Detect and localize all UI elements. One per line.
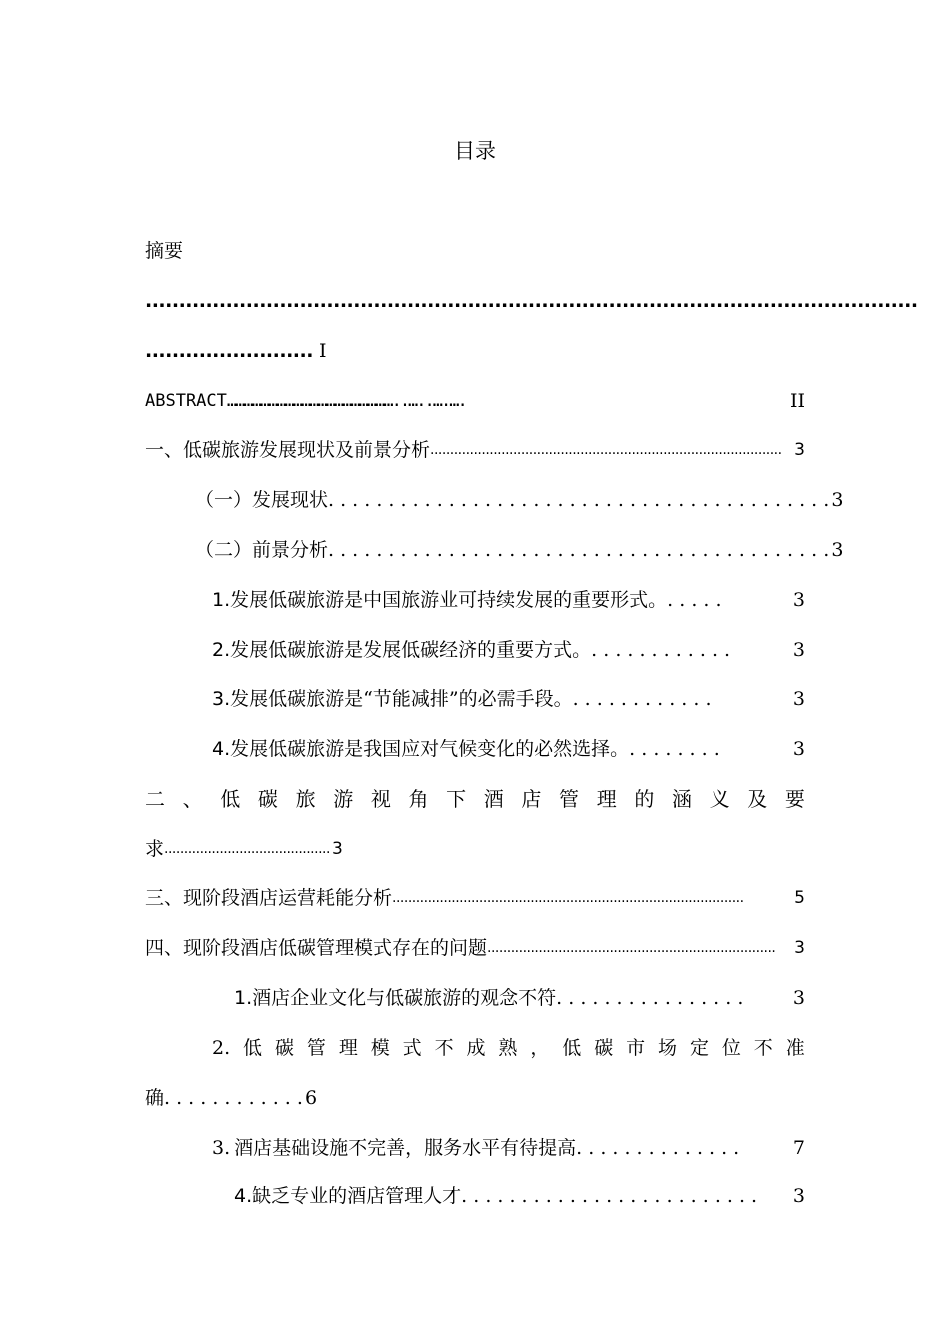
toc-entry-section-1-2[interactable] <box>195 535 844 565</box>
toc-char: 角 <box>408 787 429 811</box>
toc-entry-text: 酒店基础设施不完善，服务水平有待提高 <box>234 1137 577 1159</box>
toc-char: 碳 <box>594 1037 614 1059</box>
toc-page-number: 3 <box>792 688 805 710</box>
toc-char: 及 <box>747 787 768 811</box>
toc-entry-text: 一、低碳旅游发展现状及前景分析 <box>145 439 431 461</box>
toc-entry-text: 发展低碳旅游是我国应对气候变化的必然选择。 <box>230 738 630 760</box>
toc-dots: ................................................................................................................... <box>145 290 918 312</box>
toc-dots: . . . . . . . . . . . . <box>164 1087 303 1109</box>
toc-char: 定 <box>689 1037 709 1059</box>
toc-dots: . . . . . . . . <box>629 738 720 760</box>
toc-entry-section-3[interactable] <box>145 883 805 913</box>
toc-dots: . . . . . . . . . . . . . . <box>576 1137 740 1159</box>
toc-char: 式 <box>402 1037 422 1059</box>
toc-entry-text: 求 <box>145 838 165 860</box>
toc-page-number: 3 <box>792 639 805 661</box>
toc-entry-number: 2. <box>212 639 231 661</box>
toc-entry-text: 三、现阶段酒店运营耗能分析 <box>145 887 393 909</box>
toc-page-number: 3 <box>331 839 343 859</box>
toc-entry-section-1-1[interactable] <box>195 485 844 515</box>
toc-dots: . . . . . . . . . . . . . . . . . . . . . . . . . <box>461 1185 758 1207</box>
toc-entry-number: 4. <box>234 1185 253 1207</box>
toc-dots: ......................................................................................... <box>392 890 744 906</box>
toc-char: 准 <box>785 1037 805 1059</box>
toc-dots: ......................... <box>145 340 313 362</box>
toc-page-number: 3 <box>792 987 805 1009</box>
toc-char: 场 <box>658 1037 678 1059</box>
toc-entry-text: 发展低碳旅游是“节能减排”的必需手段。 <box>230 688 573 710</box>
toc-entry-abstract-cn[interactable] <box>145 236 805 266</box>
toc-entry-number: 1. <box>212 589 231 611</box>
toc-dots: . . . . . . . . . . . . . . . . <box>556 987 744 1009</box>
toc-entry-number: 1. <box>234 987 253 1009</box>
toc-page-number: 7 <box>792 1137 805 1159</box>
toc-char: 低 <box>243 1037 263 1059</box>
toc-char: 管 <box>559 787 580 811</box>
toc-char: 模 <box>370 1037 390 1059</box>
toc-entry-section-4-3[interactable] <box>212 1133 805 1163</box>
toc-char: 的 <box>634 787 655 811</box>
toc-entry-number: 3. <box>212 1137 231 1159</box>
toc-entry-text: 确 <box>145 1087 165 1109</box>
toc-dots: . . . . . <box>667 589 722 611</box>
toc-entry-abstract-en[interactable] <box>145 386 805 416</box>
toc-entry-section-4-1[interactable] <box>234 983 805 1013</box>
toc-char: 、 <box>182 787 203 811</box>
toc-page-number: 3 <box>831 539 844 561</box>
toc-entry-section-1-2-2[interactable] <box>212 635 805 665</box>
toc-dots: . . . . . . . . . . . . <box>591 639 731 661</box>
toc-char: 要 <box>784 787 805 811</box>
toc-dots: . . . . . . . . . . . . . . . . . . . . . . . . . . . . . . . . . . . . . . . . . . <box>328 489 830 511</box>
toc-page-number: 3 <box>792 1185 805 1207</box>
toc-page-number: 3 <box>794 938 805 958</box>
toc-dots: .......................................... <box>164 841 330 857</box>
toc-char: 店 <box>521 787 542 811</box>
toc-entry-number: 4. <box>212 738 231 760</box>
toc-char: 不 <box>753 1037 773 1059</box>
toc-dots: ……………………………………………………..…..….…. <box>226 391 466 411</box>
toc-entry-section-4-4[interactable] <box>234 1181 805 1211</box>
toc-entry-text: 四、现阶段酒店低碳管理模式存在的问题 <box>145 937 488 959</box>
toc-entry-text: 发展低碳旅游是发展低碳经济的重要方式。 <box>230 639 592 661</box>
toc-entry-text: 酒店企业文化与低碳旅游的观念不符 <box>252 987 557 1009</box>
toc-char: 视 <box>370 787 391 811</box>
toc-entry-text: （二）前景分析 <box>195 539 329 561</box>
toc-entry-text: 摘要 <box>145 240 184 262</box>
toc-title: 目录 <box>454 139 496 163</box>
toc-entry-section-1-2-4[interactable] <box>212 734 805 764</box>
toc-entry-section-1-2-3[interactable] <box>212 684 805 714</box>
toc-char: 成 <box>466 1037 486 1059</box>
toc-entry-section-1-2-1[interactable] <box>212 585 805 615</box>
toc-char: 低 <box>220 787 241 811</box>
toc-char: 位 <box>721 1037 741 1059</box>
toc-char: 游 <box>333 787 354 811</box>
toc-char: 涵 <box>671 787 692 811</box>
toc-page-number: 6 <box>304 1087 318 1109</box>
toc-page-number: 5 <box>794 888 805 908</box>
toc-entry-text: 缺乏专业的酒店管理人才 <box>252 1185 462 1207</box>
toc-char: 熟 <box>498 1037 518 1059</box>
toc-char: 理 <box>596 787 617 811</box>
toc-dots: ......................................................................... <box>487 940 776 956</box>
toc-char: 碳 <box>257 787 278 811</box>
toc-dots: ......................................................................................... <box>430 442 782 458</box>
toc-char: 下 <box>446 787 467 811</box>
toc-entry-text: ABSTRACT <box>145 391 227 411</box>
toc-char: 管 <box>306 1037 326 1059</box>
toc-char: 不 <box>434 1037 454 1059</box>
toc-entry-section-4[interactable] <box>145 933 805 963</box>
toc-page-number: 3 <box>792 589 805 611</box>
toc-char: 市 <box>626 1037 646 1059</box>
toc-page-number: 3 <box>792 738 805 760</box>
toc-char: 二 <box>145 787 165 811</box>
toc-dots: . . . . . . . . . . . . <box>572 688 712 710</box>
toc-entry-text: 发展低碳旅游是中国旅游业可持续发展的重要形式。 <box>230 589 668 611</box>
toc-entry-section-1[interactable] <box>145 435 805 465</box>
toc-leader-dots <box>145 286 918 316</box>
toc-page-number: II <box>789 390 805 412</box>
toc-entry-section-2-cont[interactable] <box>145 834 805 864</box>
toc-page-number: 3 <box>831 489 844 511</box>
toc-char: 低 <box>562 1037 582 1059</box>
toc-entry-section-4-2[interactable] <box>212 1033 805 1063</box>
toc-char: 碳 <box>274 1037 294 1059</box>
toc-page-number: 3 <box>794 440 805 460</box>
toc-entry-text: （一）发展现状 <box>195 489 329 511</box>
toc-char: 旅 <box>295 787 316 811</box>
toc-page-number: I <box>318 340 327 362</box>
toc-char: 2. <box>212 1037 231 1059</box>
toc-char: 酒 <box>483 787 504 811</box>
toc-char: 义 <box>709 787 730 811</box>
toc-char: 理 <box>338 1037 358 1059</box>
toc-entry-section-4-2-cont[interactable] <box>145 1083 805 1113</box>
toc-leader-dots-cont <box>145 336 805 366</box>
toc-entry-number: 3. <box>212 688 231 710</box>
toc-dots: . . . . . . . . . . . . . . . . . . . . . . . . . . . . . . . . . . . . . . . . . . <box>328 539 830 561</box>
toc-entry-section-2[interactable] <box>145 784 805 814</box>
toc-char: ， <box>530 1037 550 1059</box>
